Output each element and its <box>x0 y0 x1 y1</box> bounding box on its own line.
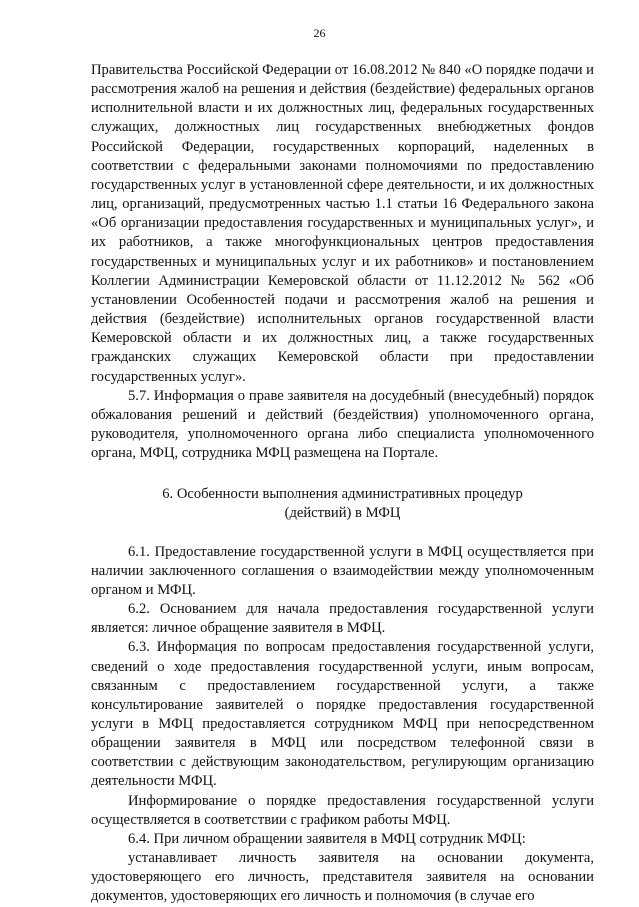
paragraph-informing: Информирование о порядке предоставления государственной услуги осуществляется в соответствии с графиком работы МФЦ. <box>91 792 594 828</box>
section-heading-line-2: (действий) в МФЦ <box>284 505 401 522</box>
paragraph-5-7: 5.7. Информация о праве заявителя на досудебный (внесудебный) порядок обжалования решений и действий (бездействия) уполномоченного органа, руководителя, уполномоченного органа либо специалиста уполномоченного органа, МФЦ, сотрудника МФЦ размещена на Портале. <box>91 387 594 462</box>
section-heading-line-1: 6. Особенности выполнения административных процедур <box>162 486 523 503</box>
spacer <box>91 463 594 485</box>
page-number: 26 <box>313 26 326 40</box>
paragraph-6-2: 6.2. Основанием для начала предоставления государственной услуги является: личное обращение заявителя в МФЦ. <box>91 601 594 637</box>
paragraph-6-1: 6.1. Предоставление государственной услуги в МФЦ осуществляется при наличии заключенного соглашения о взаимодействии между уполномоченным органом и МФЦ. <box>91 543 594 598</box>
document-body <box>91 61 594 907</box>
paragraph-identity: устанавливает личность заявителя на основании документа, удостоверяющего его личность, представителя заявителя на основании документов, удостоверяющих его личность и полномочия (в случае его <box>91 850 594 905</box>
spacer <box>91 524 594 543</box>
paragraph-continuation: Правительства Российской Федерации от 16.08.2012 № 840 «О порядке подачи и рассмотрения жалоб на решения и действия (бездействие) федеральных органов исполнительной власти и их должностных лиц, федеральных государственных служащих, должностных лиц государственных внебюджетных фондов Российской Федерации, государственных корпораций, наделенных в соответствии с федеральными законами полномочиями по предоставлению государственных услуг в установленной сфере деятельности, и их должностных лиц, организаций, предусмотренных частью 1.1 статьи 16 Федерального закона «Об организации предоставления государственных и муниципальных услуг», и их работников, а также многофункциональных центров предоставления государственных и муниципальных услуг и их работников» и постановлением Коллегии Администрации Кемеровской области от 11.12.2012 № 562 «Об установлении Особенностей подачи и рассмотрения жалоб на решения и действия (бездействие) исполнительных органов государственной власти Кемеровской области и их должностных лиц, а также государственных гражданских служащих Кемеровской области при предоставлении государственных услуг». <box>91 62 594 385</box>
paragraph-6-3: 6.3. Информация по вопросам предоставления государственной услуги, сведений о ходе предоставления государственной услуги, иным вопросам, связанным с предоставлением государственной услуги, а также консультирование заявителей о порядке предоставления государственной услуги в МФЦ предоставляется сотрудником МФЦ при непосредственном обращении заявителя в МФЦ или посредством телефонной связи в соответствии с действующим законодательством, регулирующим организацию деятельности МФЦ. <box>91 639 594 790</box>
paragraph-6-4: 6.4. При личном обращении заявителя в МФЦ сотрудник МФЦ: <box>128 830 526 847</box>
